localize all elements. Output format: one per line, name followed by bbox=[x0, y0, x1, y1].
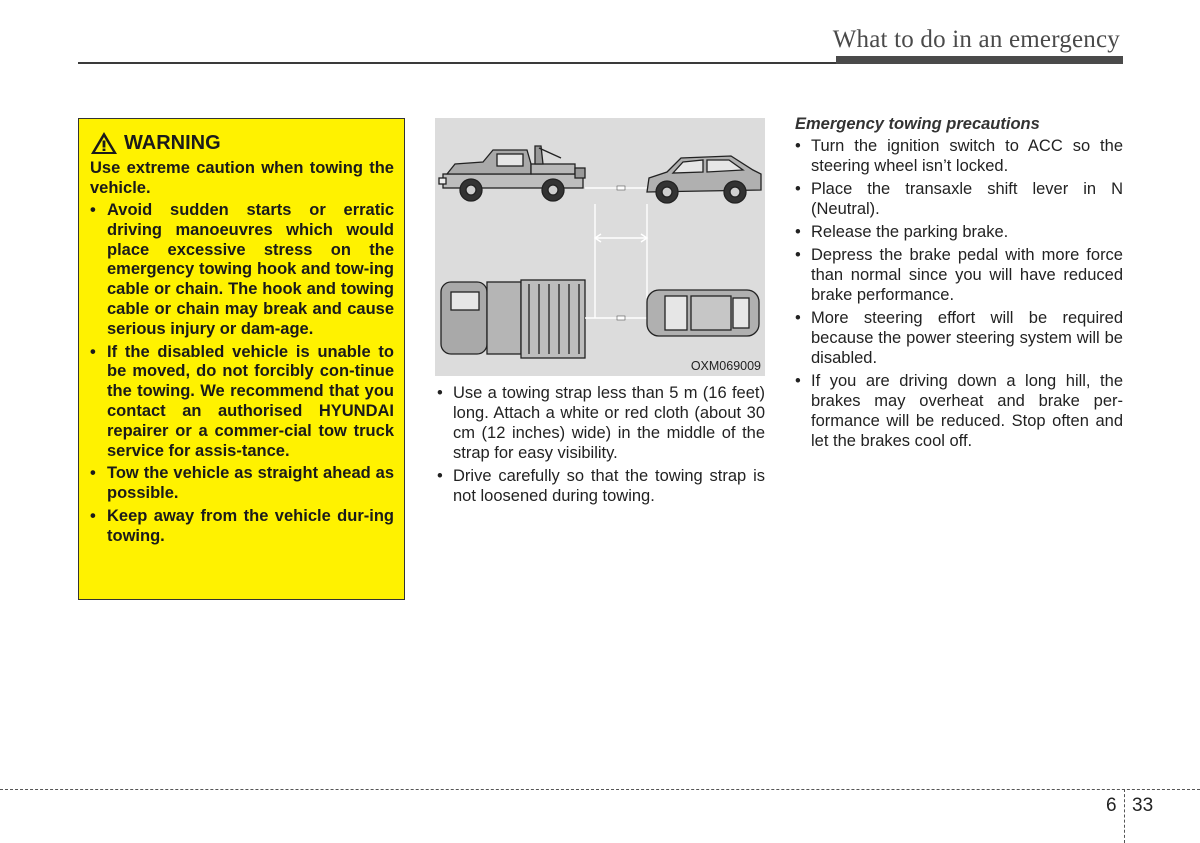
bullet-list bbox=[435, 383, 765, 506]
tow-truck-top-view bbox=[441, 280, 585, 358]
list-item: • Place the transaxle shift lever in N (Neutral). bbox=[793, 179, 1123, 219]
warning-triangle-icon bbox=[90, 131, 118, 155]
warning-item: • If the disabled vehicle is unable to be moved, do not forcibly con-tinue the towing. We recommend that you contact an authorised HYUNDAI repairer or a commer-cial tow truck service for assis-tance. bbox=[90, 343, 394, 462]
warning-box bbox=[78, 118, 405, 600]
page-number: 33 bbox=[1132, 795, 1154, 816]
warning-list bbox=[90, 201, 394, 547]
header-title: What to do in an emergency bbox=[832, 26, 1120, 53]
towing-strap-instructions bbox=[435, 383, 765, 509]
warning-item: • Avoid sudden starts or erratic driving manoeuvres which would place excessive stress on the emergency towing hook and tow-ing cable or chain. The hook and towing cable or chain may break and cause serious injury or dam-age. bbox=[90, 201, 394, 340]
list-item: • If you are driving down a long hill, the brakes may overheat and brake per-formance will be reduced. Stop often and let the brakes cool off. bbox=[793, 371, 1123, 451]
header-rule-accent bbox=[836, 56, 1123, 64]
strap-marker-cloth bbox=[617, 186, 625, 190]
footer-rule bbox=[0, 789, 1200, 790]
figure-code: OXM069009 bbox=[690, 359, 761, 373]
warning-heading bbox=[90, 131, 394, 155]
strap-marker-cloth bbox=[617, 316, 625, 320]
list-item: • Turn the ignition switch to ACC so the steering wheel isn’t locked. bbox=[793, 136, 1123, 176]
tow-truck-side-view bbox=[439, 146, 585, 201]
towed-suv-top-view bbox=[647, 290, 759, 336]
chapter-number: 6 bbox=[1106, 795, 1117, 816]
bullet-list bbox=[793, 136, 1123, 451]
warning-title: WARNING bbox=[124, 131, 221, 154]
list-item: • Drive carefully so that the towing strap is not loosened during towing. bbox=[435, 466, 765, 506]
distance-marker bbox=[595, 204, 647, 318]
towing-illustration bbox=[435, 118, 765, 376]
warning-lead: Use extreme caution when towing the vehicle. bbox=[90, 159, 394, 197]
section-title: Emergency towing precautions bbox=[795, 115, 1040, 133]
warning-item: • Tow the vehicle as straight ahead as possible. bbox=[90, 464, 394, 504]
emergency-towing-precautions bbox=[793, 115, 1123, 454]
warning-item: • Keep away from the vehicle dur-ing towing. bbox=[90, 507, 394, 547]
list-item: • Use a towing strap less than 5 m (16 feet) long. Attach a white or red cloth (about 30 cm (12 inches) wide) in the middle of the strap for easy visibility. bbox=[435, 383, 765, 463]
list-item: • More steering effort will be required because the power steering system will be disabled. bbox=[793, 308, 1123, 368]
towing-diagram bbox=[435, 118, 765, 376]
list-item: • Release the parking brake. bbox=[793, 222, 1123, 242]
towed-suv-side-view bbox=[647, 156, 761, 203]
list-item: • Depress the brake pedal with more force than normal since you will have reduced brake performance. bbox=[793, 245, 1123, 305]
footer-divider bbox=[1124, 789, 1125, 843]
